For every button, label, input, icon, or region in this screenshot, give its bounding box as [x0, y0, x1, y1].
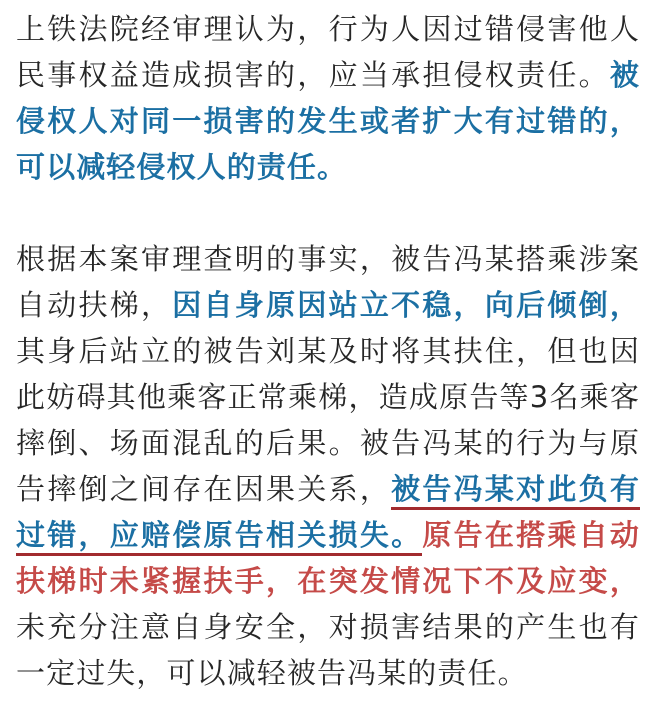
highlight-defendant-liability: 被告冯某对此负有过错，应赔偿原告相关损失。: [16, 472, 640, 556]
facts-text-2: 其身后站立的被告刘某及时将其扶住，但也因此妨碍其他乘客正常乘梯，造成原告等3名乘客摔倒、场面混乱的后果。被告冯某的行为与原告摔倒之间存在因果关系，: [16, 334, 640, 506]
facts-text-1: 根据本案审理查明的事实，被告冯某搭乘涉案自动扶梯，: [16, 242, 640, 322]
paragraph-court-opinion: [16, 6, 640, 190]
article-body: [16, 6, 640, 696]
highlight-lost-balance: 因自身原因站立不稳，向后倾倒，: [172, 288, 640, 322]
court-opinion-text: 上铁法院经审理认为，行为人因过错侵害他人民事权益造成损害的，应当承担侵权责任。: [16, 12, 640, 92]
paragraph-facts: [16, 236, 640, 696]
highlight-plaintiff-fault: 原告在搭乘自动扶梯时未紧握扶手，在突发情况下不及应变，: [16, 518, 640, 598]
facts-text-3: 未充分注意自身安全，对损害结果的产生也有一定过失，可以减轻被告冯某的责任。: [16, 610, 640, 690]
highlight-victim-fault: 被侵权人对同一损害的发生或者扩大有过错的，可以减轻侵权人的责任。: [16, 58, 640, 184]
paragraph-gap: [16, 190, 640, 236]
